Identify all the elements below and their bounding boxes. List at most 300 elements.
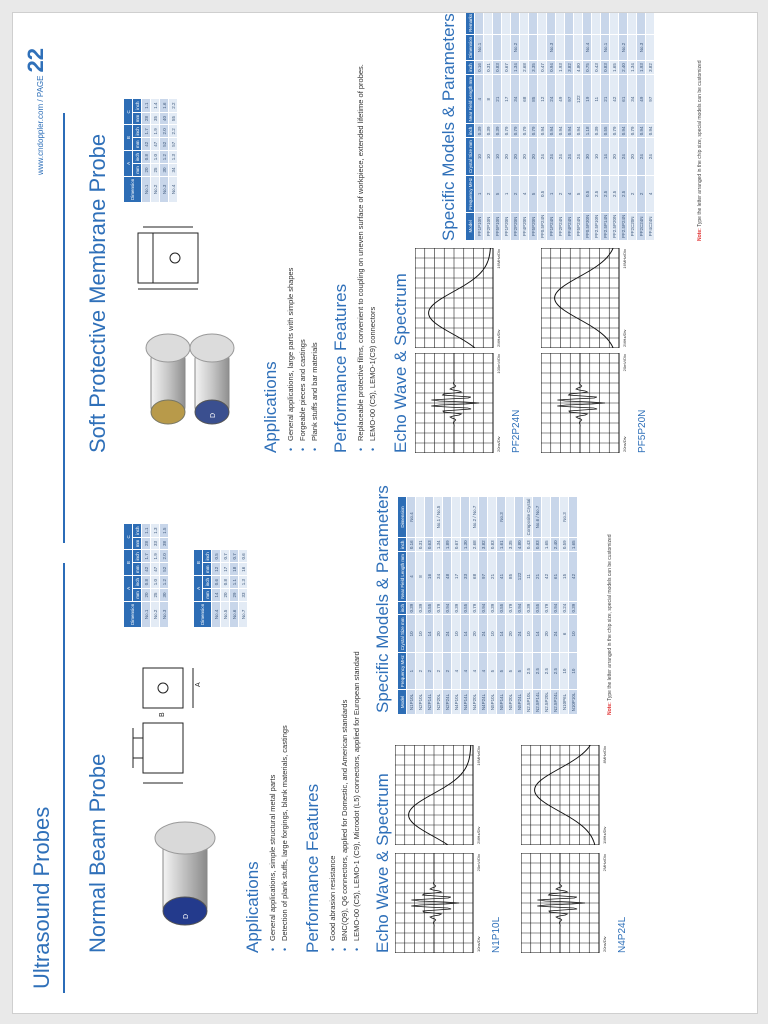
table-cell [565, 34, 574, 60]
table-cell: 16 [425, 552, 434, 602]
table-cell: N2P20L [434, 689, 443, 714]
table-cell: PF1P20N [502, 212, 511, 240]
right-applications-list [285, 268, 321, 453]
table-cell: PF5P10N [493, 212, 502, 240]
table-cell: 20 [511, 138, 520, 176]
table-cell: 20 [628, 138, 637, 176]
table-cell: 0.39 [592, 124, 601, 138]
table-cell: 41 [497, 552, 506, 602]
table-cell: 25 [151, 164, 160, 177]
table-header: inch [133, 550, 142, 563]
table-row [515, 496, 524, 714]
wave-label: N4P24L [617, 916, 628, 953]
table-cell: 34 [434, 552, 443, 602]
table-cell: PF4P24N [565, 212, 574, 240]
table-row [601, 12, 610, 241]
table-cell: 5 [497, 653, 506, 690]
table-cell: 2.5 [610, 175, 619, 212]
table-cell: 2.5 [551, 653, 560, 690]
table-cell: 1.2 [160, 575, 169, 588]
table-cell: 20 [142, 589, 151, 602]
table-cell: 30 [160, 589, 169, 602]
table-cell: 61 [619, 74, 628, 124]
table-cell: 0.47 [538, 61, 547, 75]
table-cell: N2P24L [443, 689, 452, 714]
table-cell: 2.5 [524, 653, 533, 690]
table-row [502, 12, 511, 241]
table-cell: 1.34 [434, 538, 443, 552]
table-cell: PF2.5P10N [592, 212, 601, 240]
table-cell [529, 12, 538, 34]
left-features-list [327, 651, 363, 953]
table-cell [628, 34, 637, 60]
table-row [542, 496, 551, 714]
right-note: Note: Type the letter arranged in the chip size, special models can be customized [697, 60, 703, 241]
table-cell: 0.79 [434, 601, 443, 615]
spectrum-plot [541, 248, 627, 348]
header-rule-right [63, 113, 65, 543]
table-cell: 42 [142, 563, 151, 576]
table-cell [502, 12, 511, 34]
table-cell: N4P20L [470, 689, 479, 714]
table-header: B [194, 550, 203, 576]
table-cell: 4.80 [574, 61, 583, 75]
table-cell: 0.55 [601, 124, 610, 138]
table-cell: 4 [461, 653, 470, 690]
table-cell: PF0.5P30N [583, 212, 592, 240]
table-cell: 2.5 [533, 653, 542, 690]
table-cell: N10P10L [569, 689, 578, 714]
table-cell: No.2 [151, 176, 160, 202]
table-cell: 12 [538, 74, 547, 124]
table-cell [484, 12, 493, 34]
table-cell: 24 [565, 138, 574, 176]
table-row [646, 12, 655, 241]
table-cell: 0.79 [520, 124, 529, 138]
table-row [475, 12, 484, 241]
table-cell: 15 [560, 552, 569, 602]
table-cell: 42 [569, 552, 578, 602]
table-cell: 0.24 [560, 601, 569, 615]
echo-wave [521, 853, 607, 953]
table-cell [443, 496, 452, 538]
table-cell: 0.79 [502, 124, 511, 138]
table-cell: 0.39 [416, 601, 425, 615]
table-row [574, 12, 583, 241]
right-features-list [355, 64, 379, 453]
table-cell: No.1 / No.5 [434, 496, 443, 538]
table-header: B [124, 550, 133, 576]
table-row [434, 496, 443, 714]
table-cell: 1.2 [160, 150, 169, 163]
table-cell: PF2.5P20N [610, 212, 619, 240]
spectrum-plot [395, 745, 481, 845]
table-cell [547, 12, 556, 34]
table-cell [425, 496, 434, 538]
table-cell: 68 [470, 552, 479, 602]
table-cell: N2.5P14L [533, 689, 542, 714]
table-cell: PF2.5P14N [601, 212, 610, 240]
table-cell: 97 [565, 74, 574, 124]
table-row [583, 12, 592, 241]
table-row [497, 496, 506, 714]
table-cell: PF2.5P24N [619, 212, 628, 240]
table-header: inch [133, 524, 142, 537]
table-cell: 24 [443, 615, 452, 653]
table-cell [628, 12, 637, 34]
table-cell: No.3 [497, 496, 506, 538]
table-row [493, 12, 502, 241]
table-cell: PF2C24N [637, 212, 646, 240]
table-header-row [124, 524, 133, 628]
table-cell: No.1 [142, 601, 151, 627]
table-header: inch [133, 150, 142, 163]
table-cell: 20 [610, 138, 619, 176]
table-header-row [466, 12, 475, 241]
table-cell: 0.83 [601, 61, 610, 75]
table-cell: 0.7 [230, 550, 239, 563]
right-echo-heading: Echo Wave & Spectrum [391, 273, 410, 453]
table-cell: 1.3 [169, 150, 178, 163]
table-cell: 55 [169, 112, 178, 125]
table-cell: 8 [416, 552, 425, 602]
table-cell: 0.79 [610, 124, 619, 138]
table-cell: 4.80 [515, 538, 524, 552]
table-cell: 1.1 [230, 575, 239, 588]
table-cell: No.2 [511, 34, 520, 60]
table-cell: 2.68 [470, 538, 479, 552]
table-cell [565, 12, 574, 34]
table-cell: 1.5 [160, 524, 169, 537]
table-cell: 20 [434, 615, 443, 653]
table-row [592, 12, 601, 241]
freq-scale-label: 2MHz/Div [622, 329, 627, 347]
table-cell: 33 [461, 552, 470, 602]
table-cell [475, 12, 484, 34]
table-cell: N4P14L [461, 689, 470, 714]
table-cell: 0.75 [583, 61, 592, 75]
table-cell [479, 496, 488, 538]
table-header: inch [466, 61, 475, 75]
table-cell: 2.5 [619, 175, 628, 212]
table-cell: 24 [646, 138, 655, 176]
table-cell: 6 [560, 615, 569, 653]
table-cell: No.6 [230, 601, 239, 627]
table-header: Dimension [194, 601, 212, 627]
table-row [151, 524, 160, 628]
amplitude-scale-label: 100mV/Div [496, 354, 501, 374]
table-cell: 1.4 [151, 99, 160, 112]
table-cell: 0.63 [425, 538, 434, 552]
table-cell: 47 [151, 138, 160, 151]
svg-text:D: D [210, 412, 217, 418]
probe-photo [133, 813, 248, 933]
table-cell: 14 [601, 138, 610, 176]
table-cell: 21 [493, 74, 502, 124]
table-cell: 33 [151, 537, 160, 550]
left-dim-table-2 [193, 549, 248, 628]
table-cell [592, 12, 601, 34]
table-cell: N5P14L [497, 689, 506, 714]
table-cell [538, 12, 547, 34]
table-cell: 4 [475, 74, 484, 124]
table-cell: No.6 / No.7 [533, 496, 542, 538]
table-row [239, 550, 248, 628]
table-row [484, 12, 493, 241]
rotated-sheet [13, 13, 757, 1013]
table-cell: N2P14L [425, 689, 434, 714]
table-cell: 20 [542, 615, 551, 653]
table-cell: 0.94 [646, 124, 655, 138]
table-cell: 0.94 [565, 124, 574, 138]
table-cell [416, 496, 425, 538]
table-cell: 5 [529, 175, 538, 212]
freq-scale-label: 2MHz/Div [496, 329, 501, 347]
table-row [488, 496, 497, 714]
echo-wave [541, 353, 627, 453]
table-cell [520, 34, 529, 60]
probe-photo [133, 308, 248, 438]
table-header: Dimension [466, 34, 475, 60]
table-cell: 97 [479, 552, 488, 602]
table-header: Dimension [398, 496, 407, 538]
table-cell: PF2P24N [556, 212, 565, 240]
table-cell: 11 [524, 552, 533, 602]
table-cell: 24 [515, 615, 524, 653]
table-cell: 0.6 [212, 575, 221, 588]
list-item: • General applications, large parts with simple shapes [285, 268, 297, 441]
table-cell: 0.94 [619, 124, 628, 138]
table-cell [493, 12, 502, 34]
table-header: mm [203, 563, 212, 576]
table-cell: N4P24L [479, 689, 488, 714]
dim-label-b: B [159, 712, 166, 717]
table-row [637, 12, 646, 241]
table-cell: 1.1 [142, 524, 151, 537]
table-cell: 24 [547, 138, 556, 176]
table-cell: 29 [230, 589, 239, 602]
table-cell: 0.39 [569, 601, 578, 615]
table-cell: 1.65 [610, 61, 619, 75]
table-cell: 14 [497, 615, 506, 653]
table-header: inch [203, 550, 212, 563]
table-cell: 21 [533, 552, 542, 602]
table-cell: 40 [160, 112, 169, 125]
table-header: mm [133, 563, 142, 576]
table-row [169, 99, 178, 203]
table-cell: PF2P20N [511, 212, 520, 240]
table-cell: 0.8 [221, 575, 230, 588]
table-cell: 1.89 [443, 538, 452, 552]
table-header: mm [133, 589, 142, 602]
amplitude-scale-label: 2MHz/Div [602, 854, 607, 872]
table-cell: 5 [515, 653, 524, 690]
table-cell: 2.0 [160, 550, 169, 563]
table-cell: 10 [475, 138, 484, 176]
table-cell: 0.5 [212, 550, 221, 563]
table-header: Model [466, 212, 475, 240]
table-cell: 16 [239, 563, 248, 576]
table-cell: 0.5 [538, 175, 547, 212]
table-cell: 1.18 [583, 124, 592, 138]
list-item: • LEMO-00 (C5), LEMO-1(C9) connectors [367, 64, 379, 441]
table-header: A [124, 575, 133, 601]
table-cell: PF2C20N [628, 212, 637, 240]
table-cell: 1.34 [628, 61, 637, 75]
table-cell: N5P20L [506, 689, 515, 714]
table-cell: 2.68 [520, 61, 529, 75]
table-cell: 0.94 [547, 124, 556, 138]
header-rule-left [63, 563, 65, 993]
list-item: • Forgeable pieces and castings [297, 268, 309, 441]
freq-scale-label: 2MHz/Div [476, 826, 481, 844]
table-header: A [124, 150, 133, 176]
table-cell: 1.6 [160, 99, 169, 112]
table-cell: No.4 [212, 601, 221, 627]
table-cell: 10 [592, 138, 601, 176]
table-header: Remarks [466, 12, 475, 34]
table-cell [646, 34, 655, 60]
table-cell: 14 [461, 615, 470, 653]
table-row [524, 496, 533, 714]
table-cell: 1.3 [239, 575, 248, 588]
table-header: Near Field Length mm [398, 552, 407, 602]
right-applications-heading: Applications [261, 361, 280, 453]
list-item: • BNC(Q9), Q6 connectors, applied for Domestic, and American standards [339, 651, 351, 941]
table-cell: 1.65 [569, 538, 578, 552]
table-row [470, 496, 479, 714]
table-cell: N10P6L [560, 689, 569, 714]
table-cell: 0.94 [515, 601, 524, 615]
page-number: www.cndoppler.com / PAGE22 [23, 48, 48, 175]
table-cell: 0.43 [524, 538, 533, 552]
table-cell: 0.39 [488, 601, 497, 615]
table-cell [511, 12, 520, 34]
table-cell: N5P24L [515, 689, 524, 714]
table-header: Dimension [124, 601, 142, 627]
table-header: mm [133, 138, 142, 151]
table-header: inch [133, 99, 142, 112]
table-cell: 1.0 [151, 575, 160, 588]
table-cell: No.1 [142, 176, 151, 202]
table-cell: 0.67 [452, 538, 461, 552]
table-cell: 1.0 [151, 150, 160, 163]
table-cell: 34 [169, 164, 178, 177]
table-row [151, 99, 160, 203]
table-cell [538, 34, 547, 60]
table-cell: No.3 [637, 34, 646, 60]
table-cell: 24 [637, 138, 646, 176]
table-cell: 20 [520, 138, 529, 176]
table-cell: 28 [142, 112, 151, 125]
table-header-row [124, 99, 133, 203]
table-cell: 42 [142, 138, 151, 151]
left-models-table [397, 496, 578, 715]
table-cell: No.1 [475, 34, 484, 60]
table-cell: 0.94 [538, 124, 547, 138]
left-dim-table-1 [123, 523, 169, 628]
table-header: inch [398, 538, 407, 552]
table-row [610, 12, 619, 241]
table-cell: 25 [151, 589, 160, 602]
table-row [529, 12, 538, 241]
wave-label: PF5P20N [637, 409, 648, 453]
table-cell: 0.94 [547, 61, 556, 75]
table-cell: No.3 [160, 601, 169, 627]
table-cell: 0.39 [407, 601, 416, 615]
table-cell: PF4C24N [646, 212, 655, 240]
table-cell [551, 496, 560, 538]
table-cell: 34 [628, 74, 637, 124]
table-cell: 10 [452, 615, 461, 653]
table-row [230, 550, 239, 628]
table-cell: 1.7 [142, 125, 151, 138]
table-cell [515, 496, 524, 538]
list-item: • Replaceable protective films, convenient to coupling on uneven surface of workpiece, extended lifetime of probes. [355, 64, 367, 441]
table-cell: PF5P20N [529, 212, 538, 240]
table-cell: 11 [592, 74, 601, 124]
table-cell: 1.1 [142, 99, 151, 112]
table-cell [520, 12, 529, 34]
table-cell: 3.35 [506, 538, 515, 552]
table-cell: 0.55 [533, 601, 542, 615]
table-cell: 24 [574, 138, 583, 176]
table-cell: N2.5P10L [524, 689, 533, 714]
table-row [452, 496, 461, 714]
table-cell: No.3 [547, 34, 556, 60]
spectrum-plot [521, 745, 607, 845]
table-cell: PF1P10N [475, 212, 484, 240]
table-cell: 5 [493, 175, 502, 212]
right-models-heading: Specific Models & Parameters [439, 13, 458, 241]
table-row [556, 12, 565, 241]
table-cell: No.4 [407, 496, 416, 538]
table-cell [502, 34, 511, 60]
table-cell [610, 12, 619, 34]
table-cell: Composite Crystal [524, 496, 533, 538]
table-cell: 17 [502, 74, 511, 124]
table-cell: 12 [212, 563, 221, 576]
table-header: inch [133, 575, 142, 588]
table-cell [461, 496, 470, 538]
table-cell: 20 [502, 138, 511, 176]
table-cell: 0.7 [221, 550, 230, 563]
table-cell: 35 [151, 112, 160, 125]
table-cell: 0.94 [443, 601, 452, 615]
table-cell [556, 12, 565, 34]
table-header: A [194, 575, 203, 601]
table-cell: 2 [628, 175, 637, 212]
table-cell: 14 [212, 589, 221, 602]
left-echo-heading: Echo Wave & Spectrum [373, 773, 392, 953]
table-cell: No.3 [160, 176, 169, 202]
table-cell: 24 [538, 138, 547, 176]
table-cell: 4 [646, 175, 655, 212]
table-cell [583, 12, 592, 34]
amplitude-scale-label: 20mV/Div [476, 854, 481, 872]
table-cell: 3.82 [565, 61, 574, 75]
table-cell: 18 [230, 563, 239, 576]
table-cell: 2 [637, 175, 646, 212]
table-cell [646, 12, 655, 34]
table-cell: 1 [407, 653, 416, 690]
table-cell: 1.9 [151, 550, 160, 563]
table-row [506, 496, 515, 714]
table-row [212, 550, 221, 628]
table-cell: N2.5P24L [551, 689, 560, 714]
table-cell: 68 [520, 74, 529, 124]
table-cell: 20 [529, 138, 538, 176]
